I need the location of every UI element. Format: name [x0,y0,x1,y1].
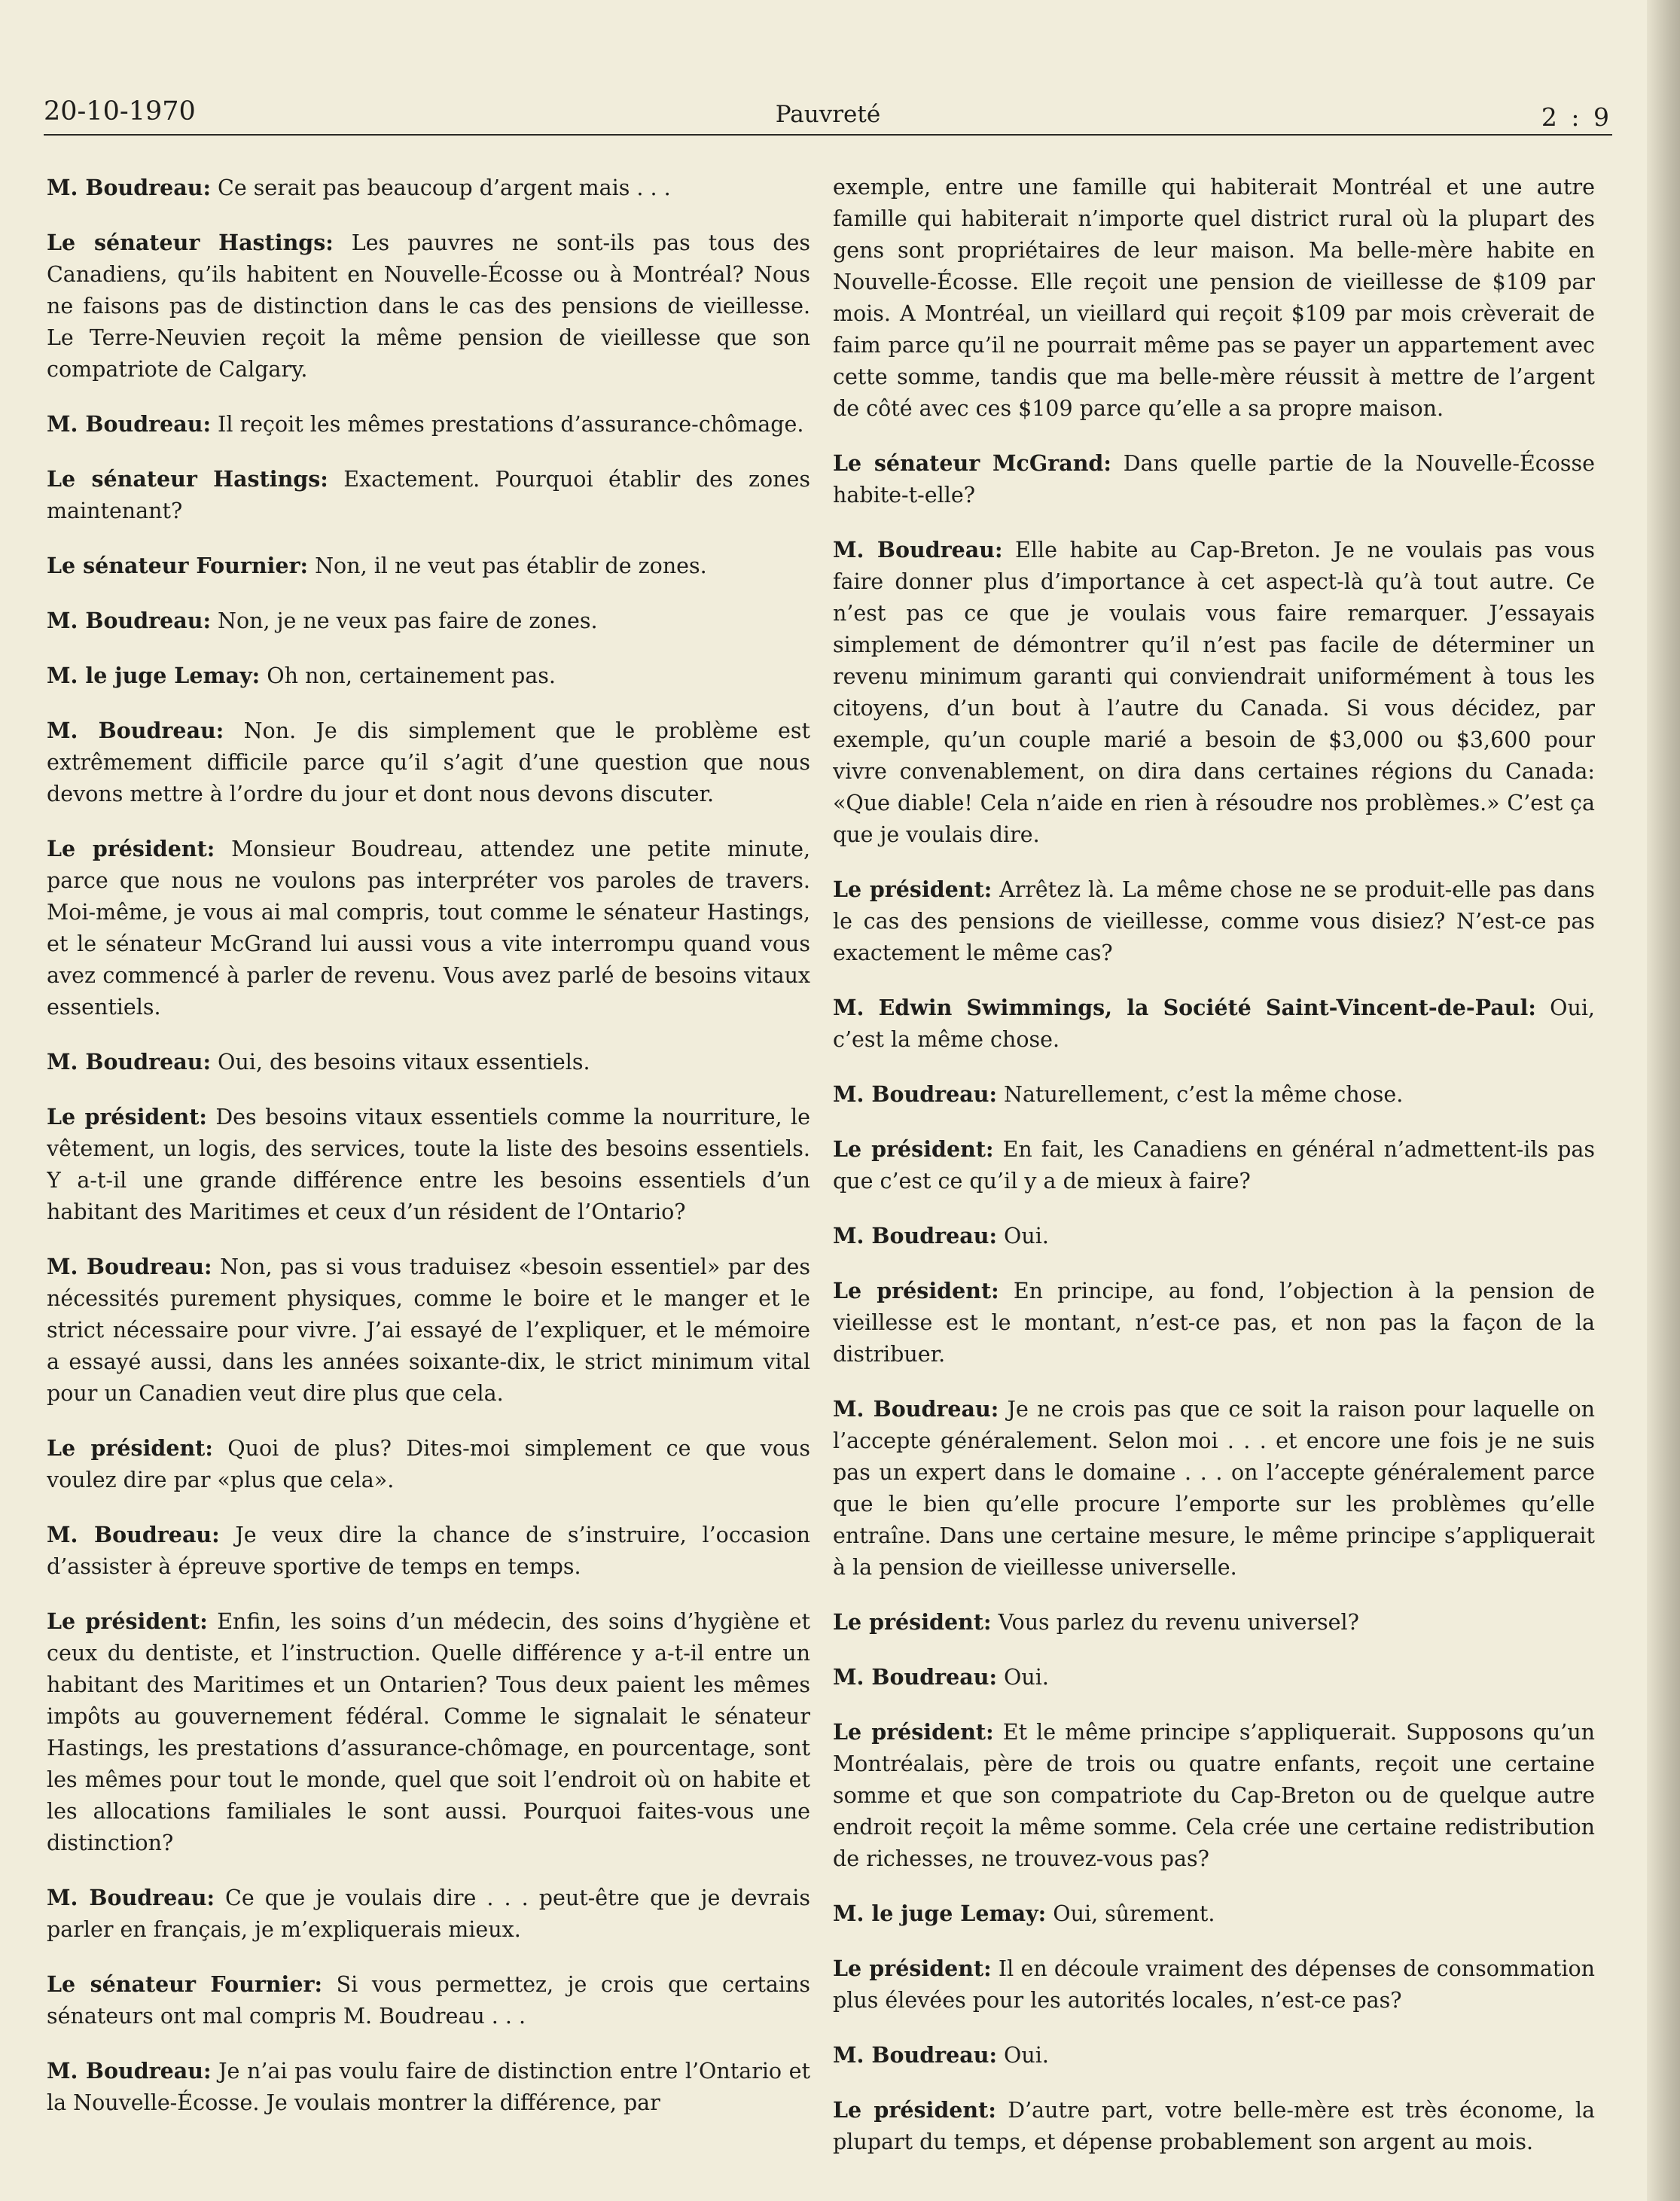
header-date: 20-10-1970 [44,96,196,127]
speaker-name: Le président: [47,1104,207,1129]
transcript-paragraph [47,227,810,386]
speech-text: Oui, des besoins vitaux essentiels. [211,1050,590,1075]
speaker-name: M. Boudreau: [47,1522,220,1547]
transcript-paragraph [47,1101,810,1228]
speaker-name: M. Boudreau: [833,1223,997,1248]
transcript-paragraph [47,1432,810,1496]
right-column [833,172,1595,2182]
speech-text: En principe, au fond, l’objection à la pension de vieillesse est le montant, n’est-ce pas, et non pas la façon de la distribuer. [833,1279,1595,1367]
transcript-paragraph [833,1078,1595,1111]
transcript-paragraph [833,447,1595,511]
transcript-paragraph [833,1953,1595,2017]
speech-text: Exactement. Pourquoi établir des zones maintenant? [47,467,810,523]
speaker-name: Le sénateur Hastings: [47,230,334,255]
speaker-name: M. le juge Lemay: [47,663,261,688]
speaker-name: Le président: [833,1278,999,1303]
speech-text: Non, pas si vous traduisez «besoin essentiel» par des nécessités purement physiques, comme le boire et le manger et le strict nécessaire pour vivre. J’ai essayé de l’expliquer, et le mémoire a essayé aussi, dans les années soixante-dix, le strict minimum vital pour un Canadien veut dire plus que cela. [47,1254,810,1406]
speaker-name: Le sénateur McGrand: [833,450,1111,476]
transcript-paragraph [833,1898,1595,1930]
transcript-paragraph [833,873,1595,969]
speech-text: Ce que je voulais dire . . . peut-être que je devrais parler en français, je m’expliquerais mieux. [47,1885,810,1942]
speaker-name: Le sénateur Fournier: [47,1971,323,1997]
speech-text: Quoi de plus? Dites-moi simplement ce que vous voulez dire par «plus que cela». [47,1436,810,1492]
speaker-name: Le président: [47,1608,208,1634]
speaker-name: Le président: [833,1719,994,1745]
transcript-paragraph [47,1968,810,2032]
speaker-name: M. le juge Lemay: [833,1901,1047,1926]
speech-text: Oui, c’est la même chose. [833,995,1595,1052]
transcript-paragraph [47,463,810,527]
speech-text: Oh non, certainement pas. [260,663,556,688]
speech-text: Des besoins vitaux essentiels comme la nourriture, le vêtement, un logis, des services, toute la liste des besoins essentiels. Y a-t-il une grande différence entre les besoins essentiels d’un habitant des Maritimes et ceux d’un résident de l’Ontario? [47,1105,810,1224]
speech-text: Elle habite au Cap-Breton. Je ne voulais pas vous faire donner plus d’importance à cet aspect-là qu’à tout autre. Ce n’est pas ce que je voulais vous faire remarquer. J’essayais simplement de démontrer qu’il n’est pas facile de déterminer un revenu minimum garanti qui conviendrait uniformément à tous les citoyens, d’un bout à l’autre du Canada. Si vous décidez, par exemple, qu’un couple marié a besoin de $3,000 ou $3,600 pour vivre convenablement, on dira dans certaines régions du Canada: «Que diable! Cela n’aide en rien à résoudre nos problèmes.» C’est ça que je voulais dire. [833,538,1595,847]
speech-text: Arrêtez là. La même chose ne se produit-elle pas dans le cas des pensions de vieillesse, comme vous disiez? N’est-ce pas exactement le même cas? [833,877,1595,965]
speech-text: Naturellement, c’est la même chose. [997,1082,1404,1107]
speaker-name: Le président: [833,1136,994,1162]
speaker-name: Le président: [47,1435,213,1461]
transcript-paragraph [833,1220,1595,1252]
speaker-name: M. Boudreau: [47,1049,211,1075]
speech-text: Il reçoit les mêmes prestations d’assurance-chômage. [211,412,804,437]
speaker-name: M. Boudreau: [833,1664,997,1690]
speaker-name: M. Boudreau: [47,411,211,437]
speech-text: Non, il ne veut pas établir de zones. [308,553,707,578]
speech-text: Oui. [997,2043,1049,2068]
transcript-paragraph [47,408,810,441]
transcript-paragraph [47,833,810,1023]
speaker-name: M. Boudreau: [47,2058,212,2084]
speech-text: Si vous permettez, je crois que certains sénateurs ont mal compris M. Boudreau . . . [47,1972,810,2029]
transcript-paragraph [47,172,810,204]
speech-text: Non. Je dis simplement que le problème est extrêmement difficile parce qu’il s’agit d’une question que nous devons mettre à l’ordre du jour et dont nous devons discuter. [47,718,810,806]
speaker-name: M. Boudreau: [833,2042,997,2068]
speech-text: Vous parlez du revenu universel? [991,1610,1359,1635]
page-edge-shadow [1647,0,1680,2201]
speech-text: Les pauvres ne sont-ils pas tous des Canadiens, qu’ils habitent en Nouvelle-Écosse ou à Montréal? Nous ne faisons pas de distinction dans le cas des pensions de vieillesse. Le Terre-Neuvien reçoit la même pension de vieillesse que son compatriote de Calgary. [47,230,810,382]
transcript-paragraph [47,2055,810,2119]
transcript-paragraph [47,715,810,810]
transcript-paragraph [833,172,1595,425]
transcript-paragraph [833,992,1595,1056]
speaker-name: M. Boudreau: [47,718,224,743]
header-page-number: 2 : 9 [1541,102,1612,132]
speech-text: Je veux dire la chance de s’instruire, l’occasion d’assister à épreuve sportive de temps en temps. [47,1523,810,1579]
speaker-name: M. Boudreau: [47,608,211,633]
speaker-name: Le sénateur Fournier: [47,553,309,578]
transcript-paragraph [833,1606,1595,1639]
speech-text: Dans quelle partie de la Nouvelle-Écosse habite-t-elle? [833,451,1595,508]
speech-text: Je ne crois pas que ce soit la raison pour laquelle on l’accepte généralement. Selon moi . . . et encore une fois je ne suis pas un expert dans le domaine . . . on l’accepte généralement parce que le bien qu’elle procure l’emporte sur les problèmes qu’elle entraîne. Dans une certaine mesure, le même principe s’appliquerait à la pension de vieillesse universelle. [833,1397,1595,1580]
transcript-paragraph [47,1046,810,1078]
speaker-name: M. Boudreau: [833,1396,999,1422]
transcript-paragraph [47,550,810,582]
page-header [44,96,1612,136]
transcript-paragraph [833,1133,1595,1197]
speech-text: Monsieur Boudreau, attendez une petite minute, parce que nous ne voulons pas interpréter vos paroles de travers. Moi-même, je vous ai mal compris, tout comme le sénateur Hastings, et le sénateur McGrand lui aussi vous a vite interrompu quand vous avez commencé à parler de revenu. Vous avez parlé de besoins vitaux essentiels. [47,837,810,1020]
transcript-paragraph [833,1716,1595,1875]
speech-text: Oui, sûrement. [1046,1901,1215,1926]
speaker-name: Le président: [833,1609,992,1635]
speech-text: Il en découle vraiment des dépenses de consommation plus élevées pour les autorités locales, n’est-ce pas? [833,1956,1595,2013]
speech-text: Oui. [997,1224,1049,1248]
transcript-paragraph [47,1882,810,1946]
transcript-paragraph [833,534,1595,851]
speaker-name: M. Edwin Swimmings, la Société Saint-Vincent-de-Paul: [833,995,1536,1020]
speech-text: Ce serait pas beaucoup d’argent mais . . . [211,175,671,200]
speaker-name: Le sénateur Hastings: [47,466,328,492]
transcript-paragraph [833,1393,1595,1584]
speaker-name: Le président: [47,836,215,861]
speech-text: Je n’ai pas voulu faire de distinction entre l’Ontario et la Nouvelle-Écosse. Je voulais montrer la différence, par [47,2059,810,2115]
speaker-name: M. Boudreau: [47,175,211,200]
transcript-paragraph [833,1275,1595,1370]
speech-text: En fait, les Canadiens en général n’admettent-ils pas que c’est ce qu’il y a de mieux à faire? [833,1137,1595,1193]
transcript-paragraph [47,1519,810,1583]
transcript-paragraph [47,1251,810,1410]
transcript-paragraph [833,1661,1595,1693]
speech-text: D’autre part, votre belle-mère est très économe, la plupart du temps, et dépense probablement son argent au mois. [833,2098,1595,2154]
transcript-paragraph [833,2094,1595,2158]
speaker-name: M. Boudreau: [833,537,1003,562]
speaker-name: Le président: [833,1956,992,1981]
speaker-name: M. Boudreau: [47,1254,212,1279]
transcript-paragraph [47,605,810,637]
speech-text: Et le même principe s’appliquerait. Supposons qu’un Montréalais, père de trois ou quatre enfants, reçoit une certaine somme et que son compatriote du Cap-Breton ou de quelque autre endroit reçoit la même somme. Cela crée une certaine redistribution de richesses, ne trouvez-vous pas? [833,1720,1595,1871]
left-column [47,172,810,2182]
speaker-name: M. Boudreau: [47,1885,215,1910]
speaker-name: Le président: [833,876,992,902]
header-title: Pauvreté [775,101,881,128]
speech-text: Oui. [997,1665,1049,1690]
speech-text: Non, je ne veux pas faire de zones. [211,608,598,633]
speech-text: Enfin, les soins d’un médecin, des soins d’hygiène et ceux du dentiste, et l’instruction. Quelle différence y a-t-il entre un habitant des Maritimes et un Ontarien? Tous deux paient les mêmes impôts au gouvernement fédéral. Comme le signalait le sénateur Hastings, les prestations d’assurance-chômage, en pourcentage, sont les mêmes pour tout le monde, quel que soit l’endroit où on habite et les allocations familiales le sont aussi. Pourquoi faites-vous une distinction? [47,1609,810,1855]
transcript-paragraph [833,2039,1595,2071]
transcript-paragraph [47,1605,810,1859]
speech-text: exemple, entre une famille qui habiterait Montréal et une autre famille qui habiterait n’importe quel district rural où la plupart des gens sont propriétaires de leur maison. Ma belle-mère habite en Nouvelle-Écosse. Elle reçoit une pension de vieillesse de $109 par mois. A Montréal, un vieillard qui reçoit $109 par mois crèverait de faim parce qu’il ne pourrait même pas se payer un appartement avec cette somme, tandis que ma belle-mère réussit à mettre de l’argent de côté avec ces $109 parce qu’elle a sa propre maison. [833,175,1595,421]
transcript-paragraph [47,660,810,692]
speaker-name: M. Boudreau: [833,1081,997,1107]
speaker-name: Le président: [833,2097,996,2123]
